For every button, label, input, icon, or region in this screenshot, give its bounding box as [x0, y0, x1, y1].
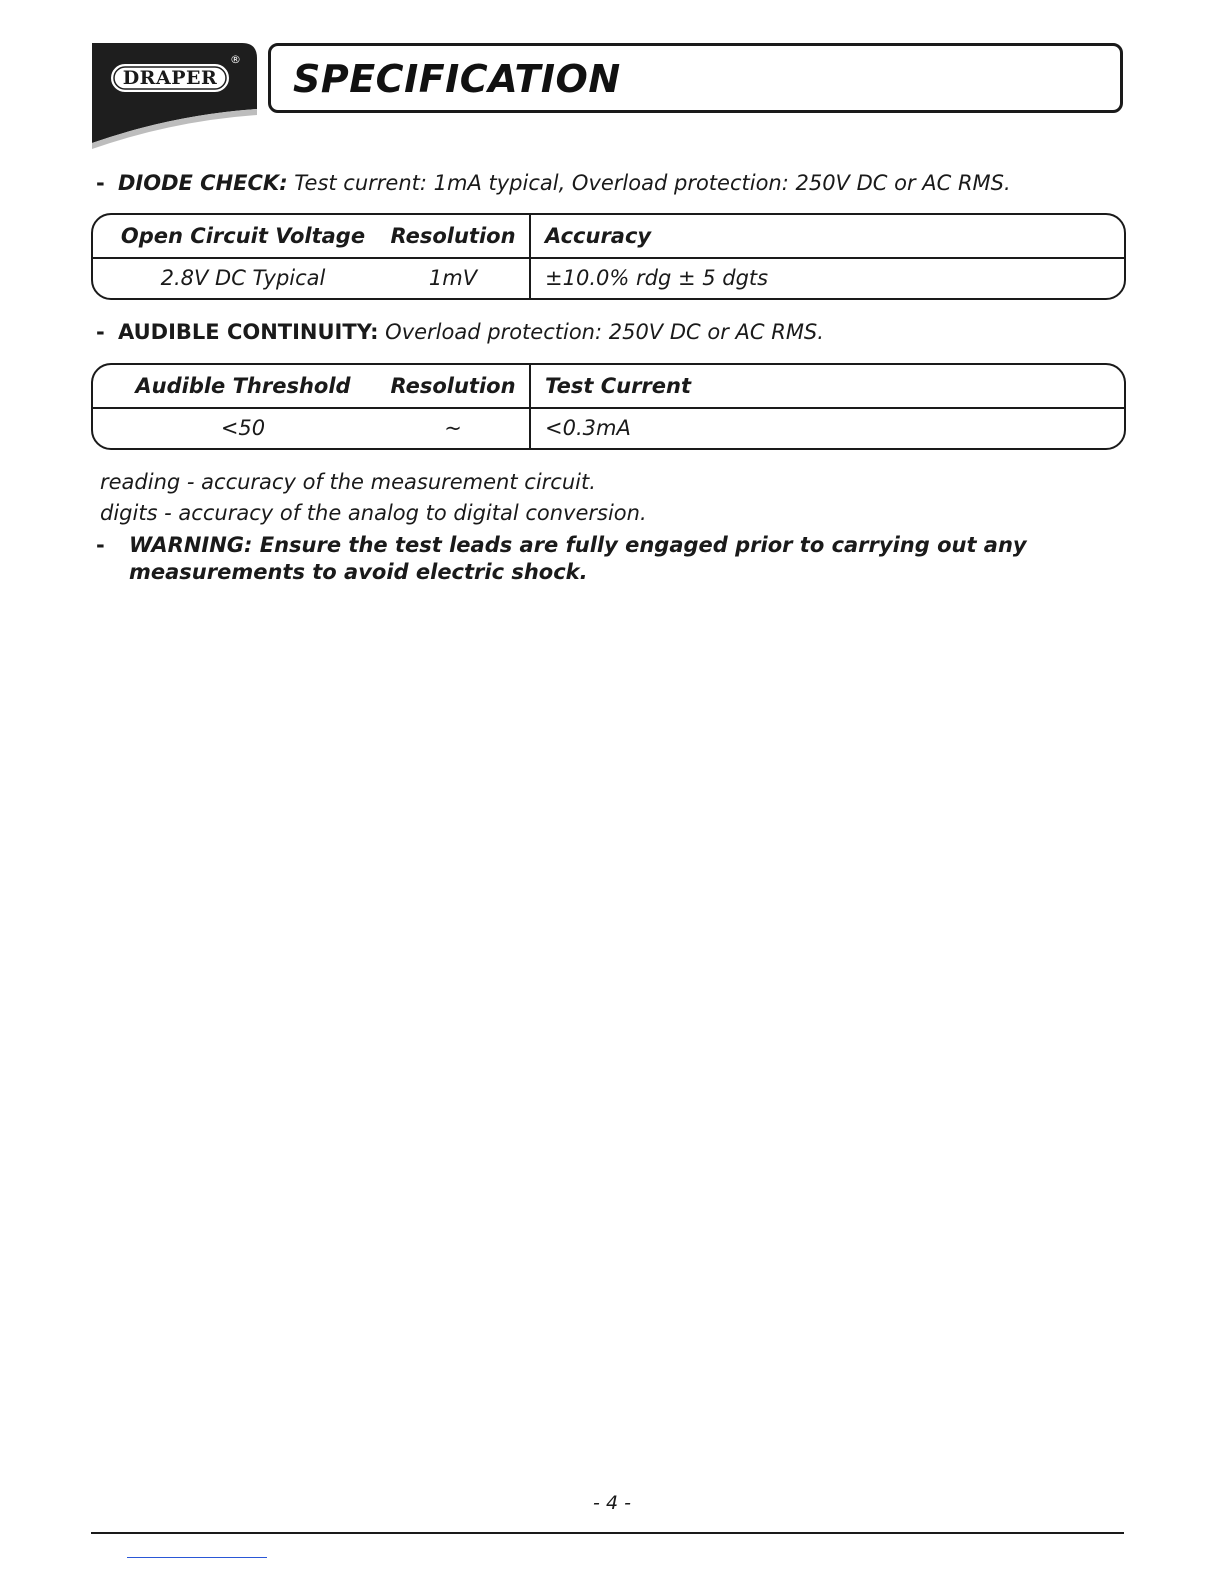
logo-wordmark: DRAPER: [122, 67, 218, 89]
audible-continuity-description: Overload protection: 250V DC or AC RMS.: [385, 320, 824, 344]
cell-audible-threshold: <50: [220, 416, 266, 440]
column-divider: [529, 215, 531, 298]
cell-open-circuit-voltage: 2.8V DC Typical: [160, 266, 326, 290]
bullet-dash: -: [96, 533, 105, 557]
registered-mark: ®: [230, 53, 241, 66]
page-number: - 4 -: [593, 1492, 631, 1514]
title-box: [268, 43, 1123, 113]
diode-check-label: DIODE CHECK:: [118, 171, 288, 195]
bullet-dash: -: [96, 171, 105, 195]
warning-block: [96, 532, 1076, 586]
cell-accuracy: ±10.0% rdg ± 5 dgts: [545, 266, 769, 290]
note-digits: digits - accuracy of the analog to digital conversion.: [100, 501, 647, 525]
bullet-dash: -: [96, 320, 105, 344]
column-divider: [529, 365, 531, 448]
table-row: [93, 407, 1124, 449]
cell-test-current: <0.3mA: [545, 416, 631, 440]
audible-continuity-table: [91, 363, 1126, 450]
audible-continuity-line: [96, 320, 824, 344]
header-audible-threshold: Audible Threshold: [135, 374, 351, 398]
cell-resolution: ~: [444, 416, 462, 440]
header-open-circuit-voltage: Open Circuit Voltage: [120, 224, 366, 248]
table-header-row: [93, 365, 1124, 409]
header-resolution: Resolution: [390, 374, 516, 398]
header-accuracy: Accuracy: [545, 224, 652, 248]
diode-check-description: Test current: 1mA typical, Overload protection: 250V DC or AC RMS.: [294, 171, 1011, 195]
table-row: [93, 257, 1124, 299]
page-title: SPECIFICATION: [293, 57, 621, 101]
table-header-row: [93, 215, 1124, 259]
note-reading: reading - accuracy of the measurement circuit.: [100, 470, 596, 494]
diode-check-table: [91, 213, 1126, 300]
brand-logo: [92, 43, 257, 150]
warning-text: WARNING: Ensure the test leads are fully engaged prior to carrying out any measurements to avoid electric shock.: [129, 533, 1027, 584]
diode-check-line: [96, 171, 1011, 195]
footer-divider: [91, 1532, 1124, 1534]
header-test-current: Test Current: [545, 374, 692, 398]
cell-resolution: 1mV: [428, 266, 478, 290]
footer-underline: [127, 1557, 267, 1558]
audible-continuity-label: AUDIBLE CONTINUITY:: [118, 320, 379, 344]
header-resolution: Resolution: [390, 224, 516, 248]
